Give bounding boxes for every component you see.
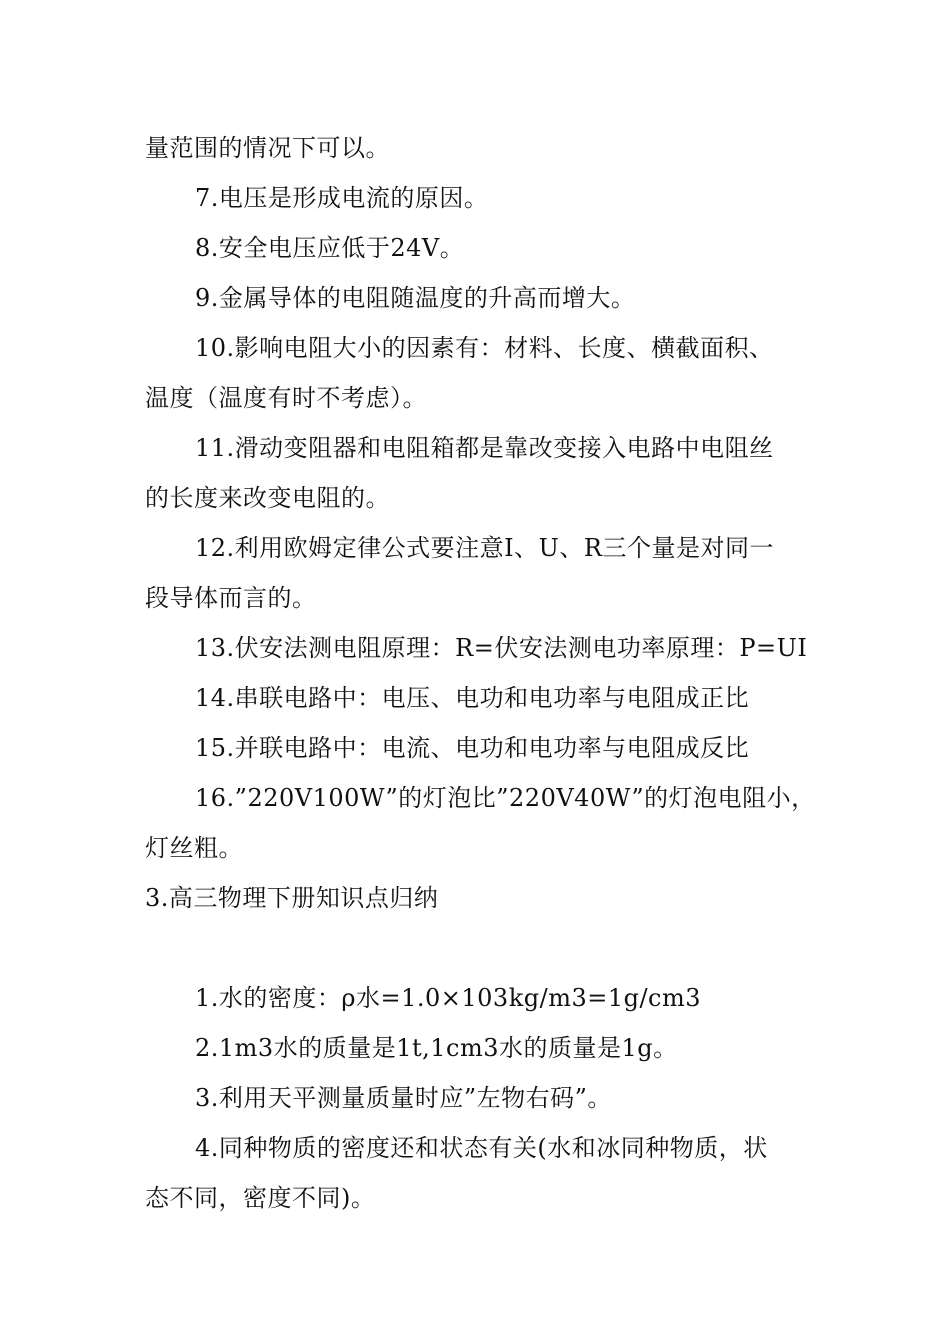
list-item-7: 7.电压是形成电流的原因。 <box>195 184 489 212</box>
text-line: 的长度来改变电阻的。 <box>145 484 390 512</box>
list-item-14: 14.串联电路中：电压、电功和电功率与电阻成正比 <box>195 684 750 712</box>
text-line: 量范围的情况下可以。 <box>145 134 390 162</box>
text-line: 段导体而言的。 <box>145 584 317 612</box>
list-item-4: 4.同种物质的密度还和状态有关(水和冰同种物质，状 <box>195 1134 768 1162</box>
section-heading: 3.高三物理下册知识点归纳 <box>145 884 439 912</box>
list-item-11: 11.滑动变阻器和电阻箱都是靠改变接入电路中电阻丝 <box>195 434 774 462</box>
list-item-8: 8.安全电压应低于24V。 <box>195 234 465 262</box>
list-item-15: 15.并联电路中：电流、电功和电功率与电阻成反比 <box>195 734 750 762</box>
list-item-16: 16.”220V100W”的灯泡比”220V40W”的灯泡电阻小， <box>195 784 816 812</box>
list-item-13: 13.伏安法测电阻原理：R=伏安法测电功率原理：P=UI <box>195 634 808 662</box>
list-item-10: 10.影响电阻大小的因素有：材料、长度、横截面积、 <box>195 334 774 362</box>
list-item-9: 9.金属导体的电阻随温度的升高而增大。 <box>195 284 636 312</box>
list-item-12: 12.利用欧姆定律公式要注意I、U、R三个量是对同一 <box>195 534 774 562</box>
list-item-2: 2.1m3水的质量是1t,1cm3水的质量是1g。 <box>195 1034 678 1062</box>
list-item-3: 3.利用天平测量质量时应”左物右码”。 <box>195 1084 612 1112</box>
text-line: 温度（温度有时不考虑）。 <box>145 384 427 412</box>
text-line: 态不同，密度不同)。 <box>145 1184 376 1212</box>
text-line: 灯丝粗。 <box>145 834 243 862</box>
list-item-1: 1.水的密度：ρ水=1.0×103kg/m3=1g/cm3 <box>195 984 702 1012</box>
